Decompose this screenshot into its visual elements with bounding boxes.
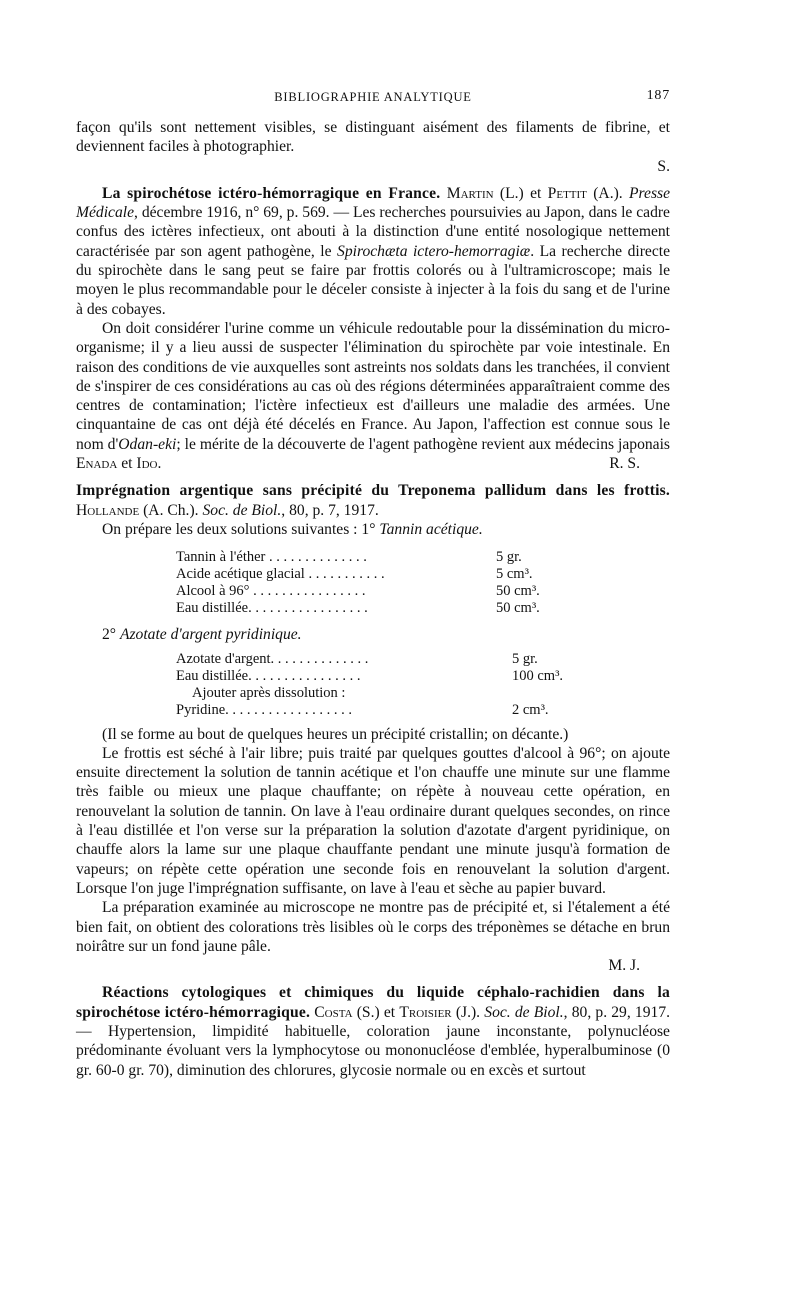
entry-impregnation-argentique	[76, 481, 670, 975]
entry-reactions-cytologiques	[76, 983, 670, 1079]
solution2-table	[176, 651, 582, 719]
ingredient-label: Azotate d'argent. . . . . . . . . . . . . .	[176, 650, 369, 667]
entry1-author2-name: Pettit	[547, 184, 587, 202]
carryover-text: façon qu'ils sont nettement visibles, se distinguant aisément des filaments de fibrine, et deviennent faciles à photographier.	[76, 119, 670, 156]
table-row	[176, 685, 582, 702]
ingredient-label: Acide acétique glacial . . . . . . . . . . .	[176, 566, 385, 583]
entry1-para2-c: .	[157, 455, 162, 473]
entry1-discoverer1: Enada	[76, 455, 118, 473]
entry2-intro	[76, 520, 670, 539]
table-row	[176, 549, 566, 566]
entry3-citation: , 80, p. 29, 1917. —	[76, 1003, 671, 1040]
carryover-paragraph	[76, 118, 670, 176]
entry3-author2-initials: (J.).	[455, 1003, 481, 1021]
entry3-author1-initials: (S.)	[356, 1003, 380, 1021]
entry3-author2-name: Troisier	[399, 1003, 452, 1021]
entry2-signature: M. J.	[608, 957, 640, 975]
entry1-para2-b: ; le mérite de la découverte de l'agent pathogène revient aux médecins japonais	[176, 435, 670, 453]
table-row	[176, 668, 582, 685]
entry1-citation: , décembre 1916, n° 69, p. 569. —	[134, 204, 353, 222]
entry3-and: et	[383, 1003, 396, 1021]
entry1-abstract-b: . La recherche directe du spirochète dans le sang peut se faire par frottis colorés ou à l'ultramicroscope; mais le moyen le plus recommandable pour le déceler consiste à injecter à la fois du sang et de l'urine à des cobayes.	[76, 242, 670, 318]
entry2-title: Imprégnation argentique sans précipité du Treponema pallidum dans les frottis.	[76, 482, 670, 500]
ingredient-qty: 50 cm³.	[496, 600, 540, 617]
entry2-solution1-name: Tannin acétique.	[379, 520, 483, 538]
running-head	[76, 88, 670, 108]
entry1-species: Spirochæta ictero-hemorragiæ	[337, 242, 531, 260]
table-row	[176, 600, 566, 617]
entry2-journal: Soc. de Biol.	[202, 501, 282, 519]
ingredient-label: Alcool à 96° . . . . . . . . . . . . . . . .	[176, 583, 366, 600]
entry2-procedure: Le frottis est séché à l'air libre; puis traité par quelques gouttes d'alcool à 96°; on ajoute ensuite directement la solution de tannin acétique et l'on chauffe une minute sur une flamme très faible ou mieux une plaque chauffante; on répète à nouveau cette opération, en renouvelant la solution de tannin. On lave à l'eau ordinaire durant quelques secondes, on rince à l'eau distillée et l'on verse sur la préparation la solution d'azotate d'argent pyridinique, on chauffe alors la lame sur une plaque chauffante pendant une minute jusqu'à formation de vapeurs; on répète cette opération une seconde fois en renouvelant la solution d'argent. Lorsque l'on juge l'imprégnation suffisante, on lave à l'eau et sèche au papier buvard.	[76, 744, 670, 897]
entry1-abstract-a: Les recherches poursuivies au Japon, dans le cadre confus des ictères infectieux, ont abouti à la distinction d'une entité nosologique nettement caractérisée par son agent pathogène, le	[76, 204, 670, 260]
entry1-disease-name: Odan-eki	[118, 435, 177, 453]
ingredient-qty: 2 cm³.	[512, 701, 549, 718]
carryover-signature: S.	[657, 157, 670, 175]
entry3-author1-name: Costa	[314, 1003, 353, 1021]
entry1-author1-name: Martin	[446, 184, 494, 202]
entry1-title: La spirochétose ictéro-hémorragique en France.	[102, 184, 441, 202]
entry2-procedure-note: (Il se forme au bout de quelques heures un précipité cristallin; on décante.)	[102, 725, 569, 743]
ingredient-label: Tannin à l'éther . . . . . . . . . . . . . .	[176, 549, 367, 566]
running-title: BIBLIOGRAPHIE ANALYTIQUE	[274, 90, 472, 104]
ingredient-label: Eau distillée. . . . . . . . . . . . . . . .	[176, 667, 361, 684]
entry1-author1-initials: (L.)	[499, 184, 524, 202]
ingredient-qty: 5 cm³.	[496, 566, 533, 583]
entry1-journal: Presse Médicale	[76, 184, 671, 222]
entry2-result: La préparation examinée au microscope ne montre pas de précipité et, si l'étalement a été bien fait, on obtient des colorations très lisibles où le corps des tréponèmes se détache en brun noirâtre sur un fond jaune pâle.	[76, 899, 670, 955]
table-row	[176, 651, 582, 668]
entry3-journal: Soc. de Biol.	[484, 1003, 564, 1021]
entry2-heading	[76, 481, 670, 520]
entry2-author-initials: (A. Ch.).	[143, 501, 199, 519]
table-row	[176, 702, 582, 719]
entry1-signature: R. S.	[609, 455, 640, 473]
entry2-intro-text: On prépare les deux solutions suivantes : 1°	[102, 520, 380, 538]
entry1-paragraph-2: On doit considérer l'urine comme un véhicule redoutable pour la dissémination du micro-organisme; il y a lieu aussi de suspecter l'élimination du spirochète par voie intestinale. En raison des conditions de vie auxquelles sont astreints nos soldats dans les tranchées, il convient de s'inspirer de ces considérations au cas où des régions déterminées apparaîtraient comme des centres de contamination; l'ictère infectieux est d'ailleurs une maladie des armées. Une cinquantaine de cas ont déjà été décelés en France. Au Japon, l'affection est connue sous le nom d'Odan-eki; le mérite de la découverte de l'agent pathogène revient aux médecins japonais Enada et Ido. R. S.	[76, 319, 670, 473]
entry3-title: Réactions cytologiques et chimiques du liquide céphalo-rachidien dans la spirochétose ictéro-hémorragique.	[76, 984, 670, 1021]
ingredient-qty: 5 gr.	[496, 549, 522, 566]
ingredient-label: Pyridine. . . . . . . . . . . . . . . . . .	[176, 701, 353, 718]
solution1-table	[176, 549, 566, 617]
entry2-citation: , 80, p. 7, 1917.	[281, 501, 379, 519]
entry-spirochetose-france	[76, 184, 670, 473]
solution2-name: Azotate d'argent pyridinique.	[119, 626, 302, 644]
entry1-and: et	[530, 184, 542, 202]
entry3-abstract: Hypertension, limpidité habituelle, coloration jaune inconstante, polynucléose prédominante évoluant vers la lymphocytose ou mononucléose d'emblée, hyperalbuminose (0 gr. 60-0 gr. 70), diminution des chlorures, glycosie normale ou en excès et surtout	[76, 1022, 670, 1079]
ingredient-label: Eau distillée. . . . . . . . . . . . . . . . .	[176, 600, 368, 617]
ingredient-qty: 100 cm³.	[512, 667, 564, 684]
ingredient-qty: 50 cm³.	[496, 583, 540, 600]
entry2-author-name: Hollande	[76, 501, 140, 519]
entry1-paragraph: La spirochétose ictéro-hémorragique en France. Martin (L.) et Pettit (A.). Presse Médicale, décembre 1916, n° 69, p. 569. — Les recherches poursuivies au Japon, dans le cadre confus des ictères infectieux, ont abouti à la distinction d'une entité nosologique nettement caractérisée par son agent pathogène, le Spirochæta ictero-hemorragiæ. La recherche directe du spirochète dans le sang peut se faire par frottis colorés ou à l'ultramicroscope; mais le moyen le plus recommandable pour le déceler consiste à injecter à la fois du sang et de l'urine à des cobayes.	[76, 184, 671, 318]
solution2-note: Ajouter après dissolution :	[192, 684, 346, 701]
page-number: 187	[646, 88, 670, 103]
solution2-prefix: 2°	[102, 626, 120, 644]
entry1-para2-a: On doit considérer l'urine comme un véhicule redoutable pour la dissémination du micro-organisme; il y a lieu aussi de suspecter l'élimination du spirochète par voie intestinale. En raison des conditions de vie auxquelles sont astreints nos soldats dans les tranchées, il convient de s'inspirer de ces considérations au cas où des régions déterminées apparaîtraient comme des centres de contamination; l'ictère infectieux est d'ailleurs une maladie des armées. Une cinquantaine de cas ont déjà été décelés en France. Au Japon, l'affection est connue sous le nom d'	[76, 319, 670, 453]
solution2-heading	[102, 625, 670, 644]
entry1-discoverer2: Ido	[136, 455, 158, 473]
table-row	[176, 566, 566, 583]
ingredient-qty: 5 gr.	[512, 650, 538, 667]
entry1-author2-initials: (A.)	[593, 184, 619, 202]
entry3-paragraph	[76, 983, 670, 1079]
table-row	[176, 583, 566, 600]
